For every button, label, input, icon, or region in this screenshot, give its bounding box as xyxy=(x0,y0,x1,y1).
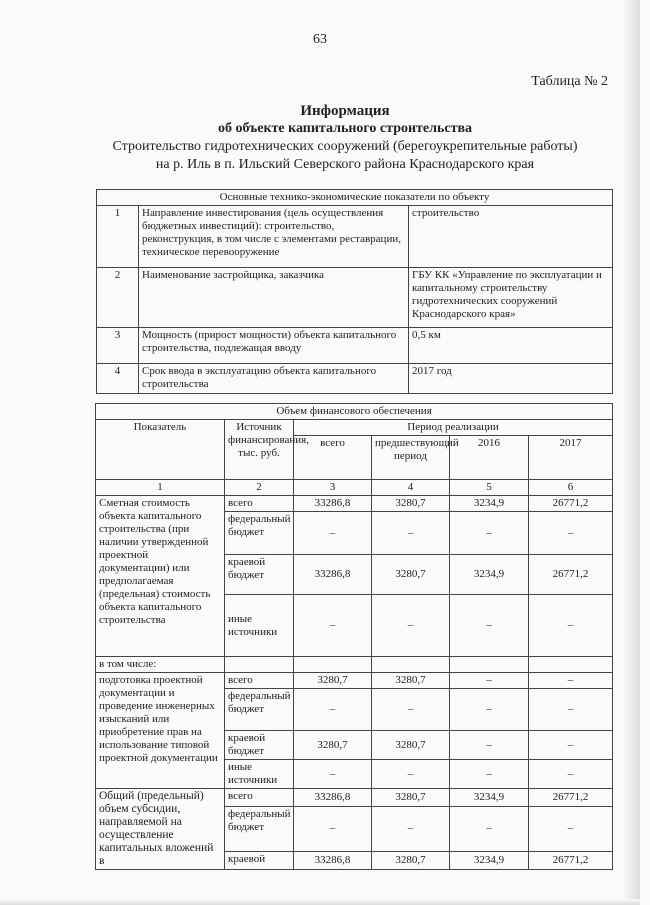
indicator-name: Мощность (прирост мощности) объекта капитального строительства, подлежащая вводу xyxy=(139,328,409,364)
value-cell: 3280,7 xyxy=(372,731,450,760)
col-prev: предшествующий период xyxy=(372,436,450,480)
col-indicator: Показатель xyxy=(96,420,225,480)
col-source: Источник финансирования, тыс. руб. xyxy=(225,420,294,480)
value-cell: 26771,2 xyxy=(529,789,613,807)
indicators-header: Основные технико-экономические показатели по объекту xyxy=(97,190,613,206)
row-number: 4 xyxy=(97,364,139,394)
title-line-4: на р. Иль в п. Ильский Северского района Краснодарского края xyxy=(155,157,535,172)
source-cell: всего xyxy=(225,673,294,689)
indicator-value: строительство xyxy=(409,206,613,268)
value-cell: – xyxy=(372,760,450,789)
value-cell: – xyxy=(450,731,529,760)
indicators-table xyxy=(96,189,613,394)
source-cell: федеральный бюджет xyxy=(225,689,294,731)
value-cell: 3280,7 xyxy=(372,555,450,595)
value-cell: 26771,2 xyxy=(529,852,613,870)
group-label: Сметная стоимость объекта капитального строительства (при наличии утвержденной проектной документации) или предполагаемая (предельная) стоимость объекта капитального строительства xyxy=(96,496,225,657)
value-cell: – xyxy=(372,512,450,555)
value-cell: 33286,8 xyxy=(294,852,372,870)
source-cell: краевой бюджет xyxy=(225,731,294,760)
col-number: 2 xyxy=(225,480,294,496)
group-label: подготовка проектной документации и проведение инженерных изысканий или приобретение прав на использование типовой проектной документации xyxy=(96,673,225,789)
value-cell: – xyxy=(294,760,372,789)
group-label: Общий (предельный) объем субсидии, направляемой на осуществление капитальных вложений в xyxy=(96,789,225,870)
value-cell: 3280,7 xyxy=(294,673,372,689)
indicator-value: 2017 год xyxy=(409,364,613,394)
empty-cell xyxy=(225,657,294,673)
empty-cell xyxy=(529,657,613,673)
value-cell: – xyxy=(294,595,372,657)
value-cell: – xyxy=(372,806,450,852)
value-cell: – xyxy=(529,806,613,852)
group-label: в том числе: xyxy=(96,657,225,673)
empty-cell xyxy=(294,657,372,673)
row-number: 2 xyxy=(97,268,139,328)
source-cell: федеральный бюджет xyxy=(225,806,294,852)
value-cell: – xyxy=(294,689,372,731)
col-number: 1 xyxy=(96,480,225,496)
source-cell: иные источники xyxy=(225,760,294,789)
value-cell: 33286,8 xyxy=(294,496,372,512)
value-cell: 26771,2 xyxy=(529,496,613,512)
page-number: 63 xyxy=(313,32,327,47)
value-cell: – xyxy=(450,512,529,555)
value-cell: – xyxy=(529,731,613,760)
value-cell: 33286,8 xyxy=(294,555,372,595)
title-line-3: Строительство гидротехнических сооружений (берегоукрепительные работы) xyxy=(112,139,578,154)
value-cell: – xyxy=(529,689,613,731)
value-cell: 3234,9 xyxy=(450,555,529,595)
empty-cell xyxy=(450,657,529,673)
finance-table xyxy=(95,403,613,870)
page-edge-shadow xyxy=(622,0,640,905)
value-cell: – xyxy=(450,595,529,657)
col-2017: 2017 xyxy=(529,436,613,480)
page-bottom-shadow xyxy=(0,899,640,905)
value-cell: 3280,7 xyxy=(372,789,450,807)
col-2016: 2016 xyxy=(450,436,529,480)
col-number: 4 xyxy=(372,480,450,496)
source-cell: федеральный бюджет xyxy=(225,512,294,555)
value-cell: 26771,2 xyxy=(529,555,613,595)
col-total: всего xyxy=(294,436,372,480)
value-cell: – xyxy=(529,512,613,555)
value-cell: – xyxy=(372,595,450,657)
value-cell: – xyxy=(529,760,613,789)
row-number: 1 xyxy=(97,206,139,268)
row-number: 3 xyxy=(97,328,139,364)
value-cell: – xyxy=(450,806,529,852)
source-cell: краевой бюджет xyxy=(225,555,294,595)
title-line-2: об объекте капитального строительства xyxy=(217,121,473,136)
value-cell: – xyxy=(450,760,529,789)
value-cell: 3234,9 xyxy=(450,852,529,870)
value-cell: – xyxy=(450,689,529,731)
value-cell: 3280,7 xyxy=(372,673,450,689)
indicator-value: 0,5 км xyxy=(409,328,613,364)
value-cell: 3280,7 xyxy=(372,496,450,512)
value-cell: 33286,8 xyxy=(294,789,372,807)
value-cell: – xyxy=(450,673,529,689)
value-cell: – xyxy=(294,512,372,555)
value-cell: – xyxy=(529,673,613,689)
col-number: 6 xyxy=(529,480,613,496)
source-cell: всего xyxy=(225,496,294,512)
title-line-1: Информация xyxy=(300,103,390,119)
value-cell: 3280,7 xyxy=(372,852,450,870)
indicator-value: ГБУ КК «Управление по эксплуатации и капитальному строительству гидротехнических сооружений Краснодарского края» xyxy=(409,268,613,328)
indicator-name: Срок ввода в эксплуатацию объекта капитального строительства xyxy=(139,364,409,394)
source-cell: иные источники xyxy=(225,595,294,657)
source-cell: краевой xyxy=(225,852,294,870)
value-cell: – xyxy=(372,689,450,731)
col-number: 3 xyxy=(294,480,372,496)
col-period: Период реализации xyxy=(294,420,613,436)
empty-cell xyxy=(372,657,450,673)
indicator-name: Наименование застройщика, заказчика xyxy=(139,268,409,328)
value-cell: – xyxy=(529,595,613,657)
value-cell: – xyxy=(294,806,372,852)
indicator-name: Направление инвестирования (цель осуществления бюджетных инвестиций): строительство, реконструкция, в том числе с элементами реставрации, техническое перевооружение xyxy=(139,206,409,268)
source-cell: всего xyxy=(225,789,294,807)
value-cell: 3234,9 xyxy=(450,496,529,512)
value-cell: 3234,9 xyxy=(450,789,529,807)
table-label: Таблица № 2 xyxy=(531,74,608,89)
col-number: 5 xyxy=(450,480,529,496)
finance-header: Объем финансового обеспечения xyxy=(96,404,613,420)
value-cell: 3280,7 xyxy=(294,731,372,760)
